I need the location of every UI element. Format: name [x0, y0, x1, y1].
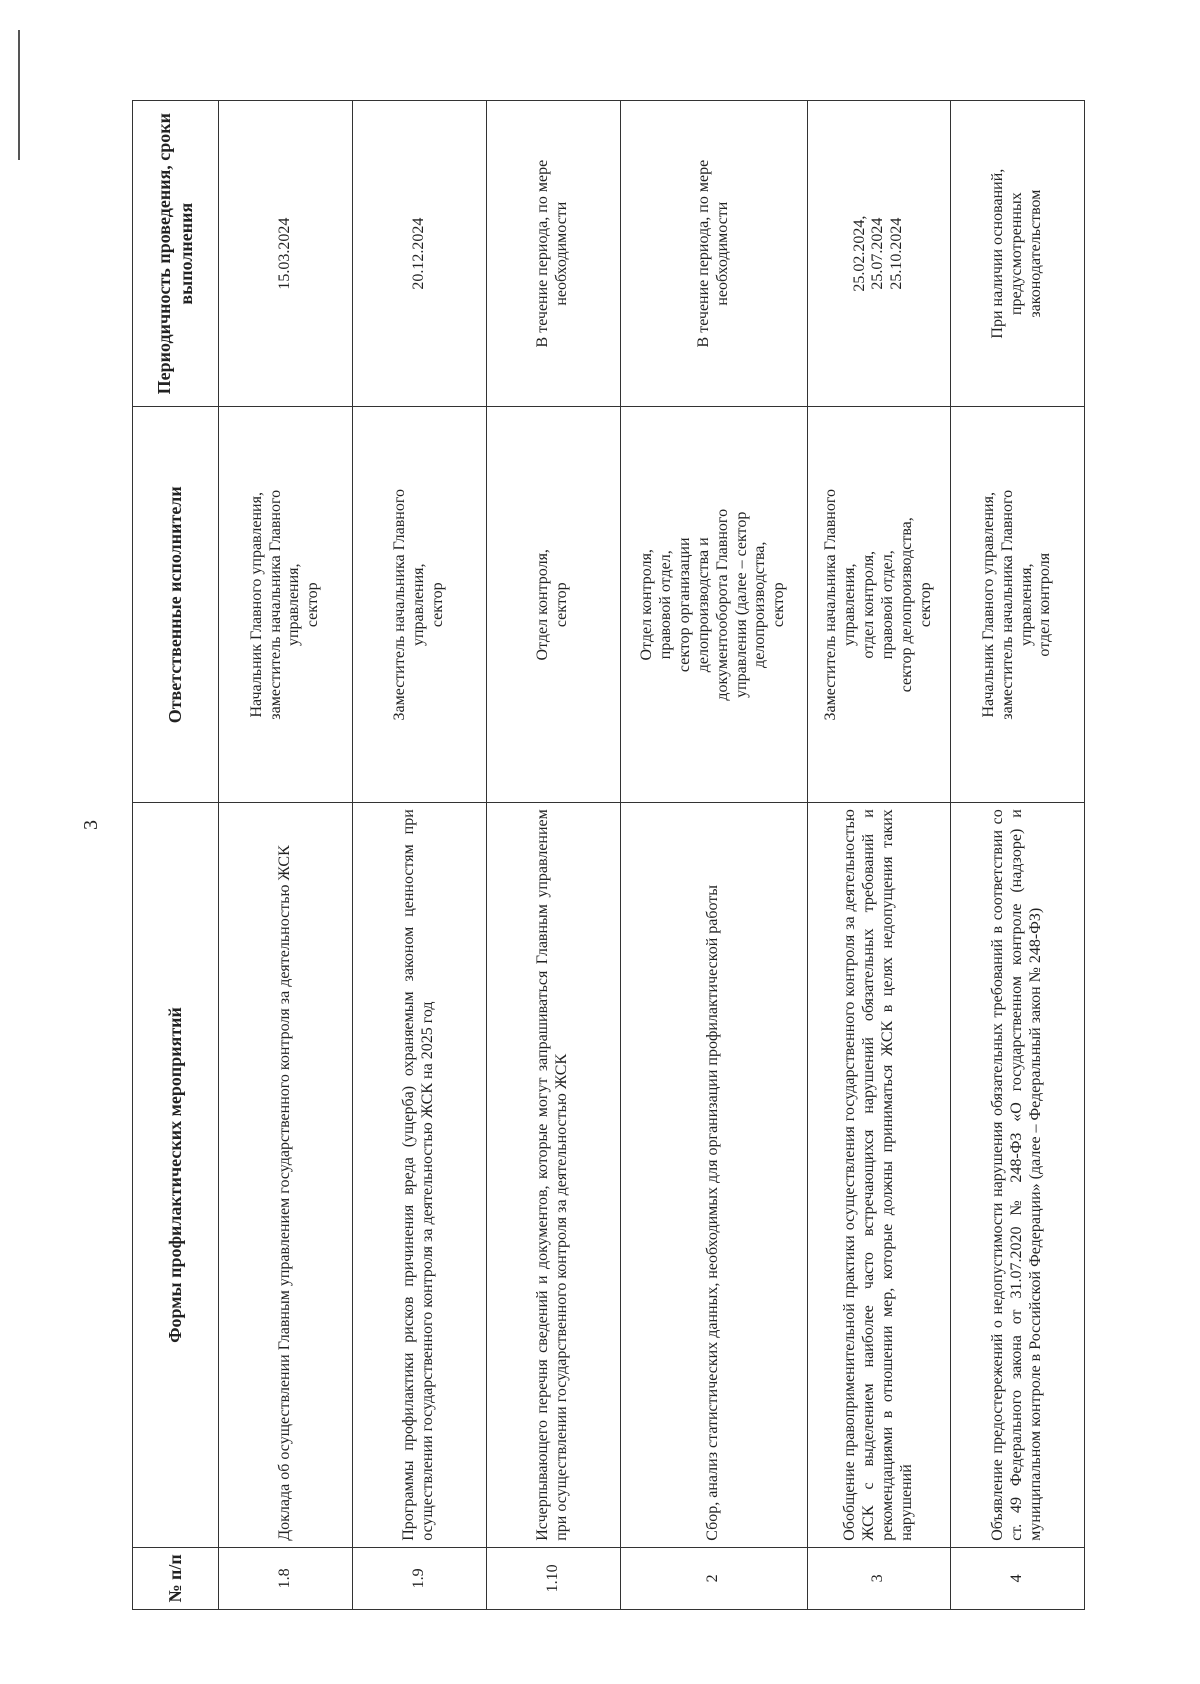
- row-executors: Начальник Главного управления, заместитель начальника Главного управления, отдел контроля: [951, 407, 1085, 803]
- row-activity: Исчерпывающего перечня сведений и документов, которые могут запрашиваться Главным управлением при осуществлении государственного контроля за деятельностью ЖСК: [486, 803, 620, 1548]
- header-num: № п/п: [133, 1547, 219, 1609]
- row-num: 1.8: [219, 1547, 353, 1609]
- row-term: 25.02.2024, 25.07.2024 25.10.2024: [807, 101, 950, 407]
- scan-edge-line: [18, 30, 20, 160]
- row-activity: Объявление предостережений о недопустимости нарушения обязательных требований в соответствии со ст. 49 Федерального закона от 31.07.2020 № 248-ФЗ «О государственном контроле (надзоре) и муниципальном контроле в Российской Федерации» (далее – Федеральный закон № 248-ФЗ): [951, 803, 1085, 1548]
- row-executors: Отдел контроля, правовой отдел, сектор организации делопроизводства и документооборота Главного управления (далее – сектор делопроизводства, сектор: [620, 407, 807, 803]
- header-exec: Ответственные исполнители: [133, 407, 219, 803]
- row-num: 3: [807, 1547, 950, 1609]
- row-executors: Начальник Главного управления, заместитель начальника Главного управления, сектор: [219, 407, 353, 803]
- row-activity: Программы профилактики рисков причинения вреда (ущерба) охраняемым законом ценностям при осуществлении государственного контроля за деятельностью ЖСК на 2025 год: [352, 803, 486, 1548]
- header-name: Формы профилактических мероприятий: [133, 803, 219, 1548]
- row-term: В течение периода, по мере необходимости: [486, 101, 620, 407]
- header-term: Периодичность проведения, сроки выполнения: [133, 101, 219, 407]
- table-row: [807, 101, 950, 1610]
- table-row: [951, 101, 1085, 1610]
- row-executors: Заместитель начальника Главного управления, сектор: [352, 407, 486, 803]
- table-row: [486, 101, 620, 1610]
- row-term: В течение периода, по мере необходимости: [620, 101, 807, 407]
- row-executors: Отдел контроля, сектор: [486, 407, 620, 803]
- activities-table: [132, 100, 1085, 1610]
- row-activity: Доклада об осуществлении Главным управлением государственного контроля за деятельностью ЖСК: [219, 803, 353, 1548]
- table-row: [219, 101, 353, 1610]
- row-num: 1.10: [486, 1547, 620, 1609]
- row-activity: Обобщение правоприменительной практики осуществления государственного контроля за деятельностью ЖСК с выделением наиболее часто встречающихся нарушений обязательных требований и рекомендациями в отношении мер, которые должны приниматься ЖСК в целях недопущения таких нарушений: [807, 803, 950, 1548]
- activities-table-container: [132, 100, 1085, 1610]
- row-executors: Заместитель начальника Главного управления, отдел контроля, правовой отдел, сектор делопроизводства, сектор: [807, 407, 950, 803]
- table-row: [352, 101, 486, 1610]
- row-num: 4: [951, 1547, 1085, 1609]
- page-number: 3: [80, 820, 102, 830]
- table-header-row: [133, 101, 219, 1610]
- table-row: [620, 101, 807, 1610]
- row-num: 1.9: [352, 1547, 486, 1609]
- row-activity: Сбор, анализ статистических данных, необходимых для организации профилактической работы: [620, 803, 807, 1548]
- row-term: При наличии оснований, предусмотренных законодательством: [951, 101, 1085, 407]
- row-term: 15.03.2024: [219, 101, 353, 407]
- row-term: 20.12.2024: [352, 101, 486, 407]
- row-num: 2: [620, 1547, 807, 1609]
